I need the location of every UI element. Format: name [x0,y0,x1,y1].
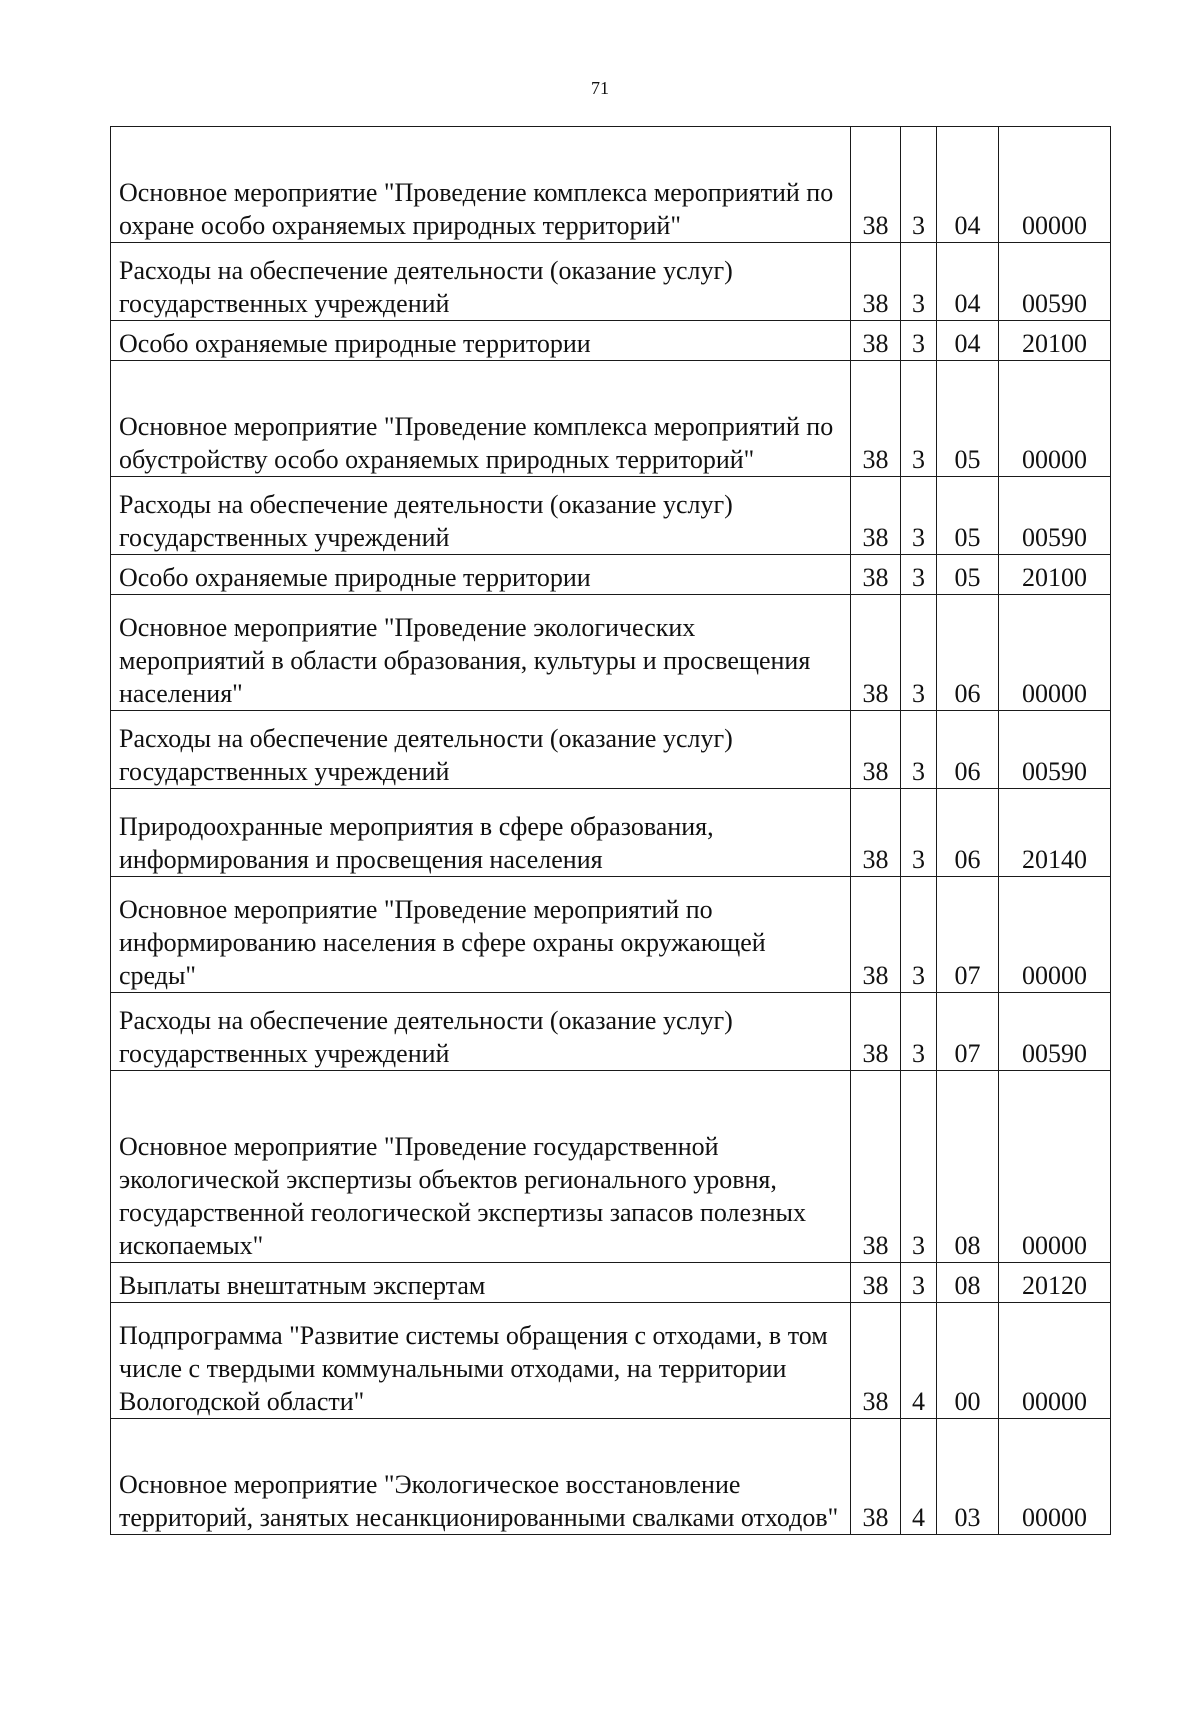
table-row [111,993,1111,1071]
row-code-cell-3: 07 [937,993,999,1071]
table-row [111,711,1111,789]
row-code-cell-4: 20140 [999,789,1111,877]
row-name-cell: Расходы на обеспечение деятельности (оказание услуг) государственных учреждений [111,993,851,1071]
row-code-cell-2: 3 [901,993,937,1071]
row-name-cell: Основное мероприятие "Проведение комплекса мероприятий по охране особо охраняемых природных территорий" [111,127,851,243]
row-code-cell-3: 08 [937,1263,999,1303]
row-code-cell-4: 00590 [999,993,1111,1071]
row-code-cell-1: 38 [851,1071,901,1263]
row-code-cell-1: 38 [851,877,901,993]
table-row [111,321,1111,361]
row-code-cell-1: 38 [851,789,901,877]
row-name-cell: Основное мероприятие "Проведение мероприятий по информированию населения в сфере охраны окружающей среды" [111,877,851,993]
row-code-cell-4: 00000 [999,1419,1111,1535]
table-row [111,877,1111,993]
row-code-cell-4: 00000 [999,595,1111,711]
row-code-cell-1: 38 [851,127,901,243]
table-row [111,1303,1111,1419]
row-code-cell-2: 3 [901,243,937,321]
row-name-cell: Основное мероприятие "Экологическое восстановление территорий, занятых несанкционированными свалками отходов" [111,1419,851,1535]
row-code-cell-1: 38 [851,993,901,1071]
row-name-cell: Основное мероприятие "Проведение экологических мероприятий в области образования, культуры и просвещения населения" [111,595,851,711]
row-code-cell-2: 3 [901,1071,937,1263]
row-code-cell-2: 3 [901,877,937,993]
row-code-cell-4: 00000 [999,127,1111,243]
row-code-cell-3: 06 [937,789,999,877]
row-code-cell-3: 05 [937,555,999,595]
row-code-cell-2: 4 [901,1303,937,1419]
row-code-cell-4: 00000 [999,361,1111,477]
row-code-cell-4: 20100 [999,321,1111,361]
row-code-cell-4: 00000 [999,1071,1111,1263]
row-code-cell-4: 00590 [999,477,1111,555]
row-name-cell: Основное мероприятие "Проведение комплекса мероприятий по обустройству особо охраняемых природных территорий" [111,361,851,477]
page-number: 71 [591,78,609,98]
row-code-cell-1: 38 [851,321,901,361]
row-code-cell-2: 3 [901,321,937,361]
table-row [111,127,1111,243]
budget-classification-table [110,126,1111,1535]
row-code-cell-3: 04 [937,321,999,361]
row-code-cell-3: 04 [937,243,999,321]
row-code-cell-3: 04 [937,127,999,243]
row-name-cell: Расходы на обеспечение деятельности (оказание услуг) государственных учреждений [111,711,851,789]
row-code-cell-1: 38 [851,1419,901,1535]
table-row [111,243,1111,321]
row-code-cell-2: 3 [901,595,937,711]
row-code-cell-4: 00590 [999,243,1111,321]
row-code-cell-4: 00000 [999,877,1111,993]
table-row [111,595,1111,711]
row-code-cell-3: 07 [937,877,999,993]
row-name-cell: Расходы на обеспечение деятельности (оказание услуг) государственных учреждений [111,243,851,321]
row-name-cell: Особо охраняемые природные территории [111,555,851,595]
row-code-cell-1: 38 [851,243,901,321]
row-code-cell-3: 05 [937,361,999,477]
row-code-cell-1: 38 [851,477,901,555]
table-body [111,127,1111,1535]
row-code-cell-4: 00590 [999,711,1111,789]
row-code-cell-3: 08 [937,1071,999,1263]
row-name-cell: Природоохранные мероприятия в сфере образования, информирования и просвещения населения [111,789,851,877]
row-code-cell-1: 38 [851,1263,901,1303]
row-code-cell-1: 38 [851,361,901,477]
row-code-cell-3: 03 [937,1419,999,1535]
row-code-cell-2: 3 [901,361,937,477]
row-code-cell-1: 38 [851,1303,901,1419]
row-code-cell-2: 3 [901,555,937,595]
row-code-cell-1: 38 [851,555,901,595]
table-row [111,1419,1111,1535]
row-name-cell: Особо охраняемые природные территории [111,321,851,361]
row-code-cell-2: 3 [901,1263,937,1303]
row-name-cell: Расходы на обеспечение деятельности (оказание услуг) государственных учреждений [111,477,851,555]
row-code-cell-4: 00000 [999,1303,1111,1419]
row-code-cell-4: 20120 [999,1263,1111,1303]
table-row [111,1263,1111,1303]
row-name-cell: Основное мероприятие "Проведение государственной экологической экспертизы объектов регионального уровня, государственной геологической экспертизы запасов полезных ископаемых" [111,1071,851,1263]
table-row [111,361,1111,477]
row-name-cell: Подпрограмма "Развитие системы обращения с отходами, в том числе с твердыми коммунальными отходами, на территории Вологодской области" [111,1303,851,1419]
row-code-cell-2: 3 [901,127,937,243]
row-code-cell-2: 3 [901,711,937,789]
row-code-cell-3: 06 [937,595,999,711]
row-code-cell-3: 00 [937,1303,999,1419]
row-code-cell-1: 38 [851,595,901,711]
row-code-cell-4: 20100 [999,555,1111,595]
row-code-cell-2: 3 [901,477,937,555]
table-row [111,555,1111,595]
row-code-cell-2: 3 [901,789,937,877]
row-code-cell-3: 05 [937,477,999,555]
row-name-cell: Выплаты внештатным экспертам [111,1263,851,1303]
row-code-cell-1: 38 [851,711,901,789]
table-row [111,789,1111,877]
table-row [111,1071,1111,1263]
row-code-cell-3: 06 [937,711,999,789]
table-row [111,477,1111,555]
row-code-cell-2: 4 [901,1419,937,1535]
